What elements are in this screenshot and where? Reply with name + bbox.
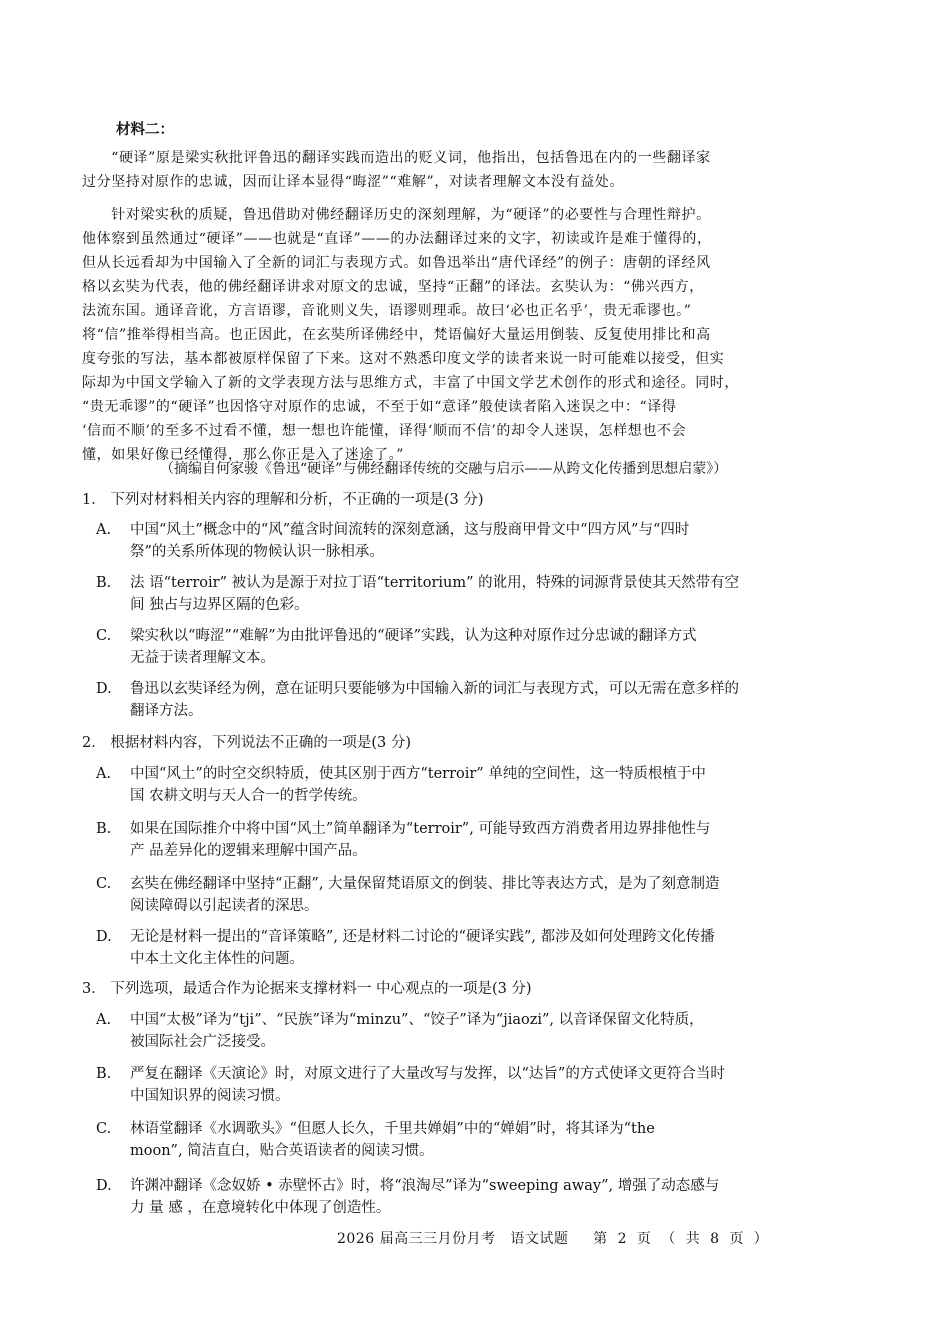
option-letter: A.	[96, 1012, 112, 1028]
paragraph-2	[82, 203, 848, 467]
option-line: 玄奘在佛经翻译中坚持“正翻”, 大量保留梵语原文的倒装、排比等表达方式，是为了刻意制造	[130, 876, 720, 892]
option-line: 严复在翻译《天演论》时，对原文进行了大量改写与发挥，以“达旨”的方式使译文更符合当时	[130, 1066, 725, 1082]
option-line: 力 量 感 ，在意境转化中体现了创造性。	[130, 1200, 391, 1216]
option-line: 鲁迅以玄奘译经为例，意在证明只要能够为中国输入新的词汇与表现方式，可以无需在意多样的	[130, 681, 739, 697]
paragraph-line: 但从长远看却为中国输入了全新的词汇与表现方式。如鲁迅举出“唐代译经”的例子：唐朝的译经风	[82, 255, 711, 271]
option-line: 法 语“terroir” 被认为是源于对拉丁语“territorium” 的讹用，特殊的词源背景使其天然带有空	[130, 575, 740, 591]
option-line: 如果在国际推介中将中国“风土”简单翻译为“terroir”, 可能导致西方消费者用边界排他性与	[130, 821, 711, 837]
paragraph-line: 懂，如果好像已经懂得，那么你正是入了迷途了。”	[82, 447, 404, 463]
option-line: 阅读障碍以引起读者的深思。	[130, 898, 319, 914]
paragraph-line: 际却为中国文学输入了新的文学表现方法与思维方式，丰富了中国文学艺术创作的形式和途径。同时，	[82, 375, 739, 391]
option-line: 无益于读者理解文本。	[130, 650, 275, 666]
option-line: 国 农耕文明与天人合一的哲学传统。	[130, 788, 367, 804]
option-letter: B.	[96, 1066, 112, 1082]
option-line: 梁实秋以“晦涩”“难解”为由批评鲁迅的“硬译”实践，认为这种对原作过分忠诚的翻译方式	[130, 628, 697, 644]
option-line: 被国际社会广泛接受。	[130, 1034, 275, 1050]
option-line: 翻译方法。	[130, 703, 203, 719]
option-line: 祭”的关系所体现的物候认识一脉相承。	[130, 544, 384, 560]
option-letter: B.	[96, 821, 112, 837]
paragraph-line: “硬译”原是梁实秋批评鲁迅的翻译实践而造出的贬义词，他指出，包括鲁迅在内的一些翻译家	[82, 150, 711, 166]
paragraph-line: 度夸张的写法，基本都被原样保留了下来。这对不熟悉印度文学的读者来说一时可能难以接受，但实	[82, 351, 725, 367]
option-line: 中国“风土”的时空交织特质，使其区别于西方“terroir” 单纯的空间性，这一特质根植于中	[130, 766, 706, 782]
option-line: 中本土文化主体性的问题。	[130, 951, 304, 967]
option-letter: C.	[96, 876, 112, 892]
paragraph-line: 将“信”推举得相当高。也正因此，在玄奘所译佛经中，梵语偏好大量运用倒装、反复使用排比和高	[82, 327, 711, 343]
option-line: 中国知识界的阅读习惯。	[130, 1088, 290, 1104]
section-heading: 材料二：	[116, 122, 174, 138]
option-line: 无论是材料一提出的“音译策略”, 还是材料二讨论的“硬译实践”, 都涉及如何处理跨文化传播	[130, 929, 715, 945]
paragraph-line: 他体察到虽然通过“硬译”——也就是“直译”——的办法翻译过来的文字，初读或许是难于懂得的，	[82, 231, 712, 247]
option-letter: D.	[96, 681, 112, 697]
page-footer: 2026 届高三三月份月考 语文试题 第 2 页 （ 共 8 页 ）	[337, 1231, 769, 1247]
option-letter: D.	[96, 1178, 112, 1194]
question-3-stem: 3． 下列选项，最适合作为论据来支撑材料一 中心观点的一项是(3 分)	[82, 981, 532, 997]
option-line: 许渊冲翻译《念奴娇 • 赤壁怀古》时，将“浪淘尽”译为“sweeping away”, 增强了动态感与	[130, 1178, 720, 1194]
option-line: 林语堂翻译《水调歌头》“但愿人长久，千里共婵娟”中的“婵娟”时，将其译为“the	[130, 1121, 655, 1137]
option-letter: A.	[96, 766, 112, 782]
option-letter: D.	[96, 929, 112, 945]
option-line: 间 独占与边界区隔的色彩。	[130, 597, 309, 613]
question-2-stem: 2． 根据材料内容，下列说法不正确的一项是(3 分)	[82, 735, 411, 751]
option-letter: C.	[96, 1121, 112, 1137]
option-line: 中国“太极”译为“tji”、“民族”译为“minzu”、“饺子”译为“jiaozi”, 以音译保留文化特质，	[130, 1012, 704, 1028]
paragraph-line: 针对梁实秋的质疑，鲁迅借助对佛经翻译历史的深刻理解，为“硬译”的必要性与合理性辩护。	[82, 207, 711, 223]
paragraph-line: ‘信而不顺’的至多不过看不懂，想一想也许能懂，译得‘顺而不信’的却令人迷误，怎样想也不会	[82, 423, 687, 439]
option-letter: A.	[96, 522, 112, 538]
paragraph-line: 法流东国。通译音讹，方言语谬，音讹则义失，语谬则理乖。故曰‘必也正名乎’，贵无乖谬也。”	[82, 303, 692, 319]
paragraph-line: 过分坚持对原作的忠诚，因而让译本显得“晦涩”“难解”，对读者理解文本没有益处。	[82, 174, 625, 190]
option-letter: C.	[96, 628, 112, 644]
option-letter: B.	[96, 575, 112, 591]
paragraph-1	[82, 146, 848, 194]
paragraph-line: 格以玄奘为代表，他的佛经翻译讲求对原文的忠诚，坚持“正翻”的译法。玄奘认为：“佛兴西方，	[82, 279, 704, 295]
option-line: moon”, 简洁直白，贴合英语读者的阅读习惯。	[130, 1143, 434, 1159]
option-line: 中国“风土”概念中的“风”蕴含时间流转的深刻意涵，这与殷商甲骨文中“四方风”与“四时	[130, 522, 690, 538]
question-1-stem: 1． 下列对材料相关内容的理解和分析，不正确的一项是(3 分)	[82, 492, 484, 508]
option-line: 产 品差异化的逻辑来理解中国产品。	[130, 843, 367, 859]
paragraph-line: “贵无乖谬”的“硬译”也因恪守对原作的忠诚，不至于如“意译”般使读者陷入迷误之中：“译得	[82, 399, 677, 415]
source-citation: （摘编自何家骏《鲁迅“硬译”与佛经翻译传统的交融与启示——从跨文化传播到思想启蒙》）	[160, 461, 728, 477]
